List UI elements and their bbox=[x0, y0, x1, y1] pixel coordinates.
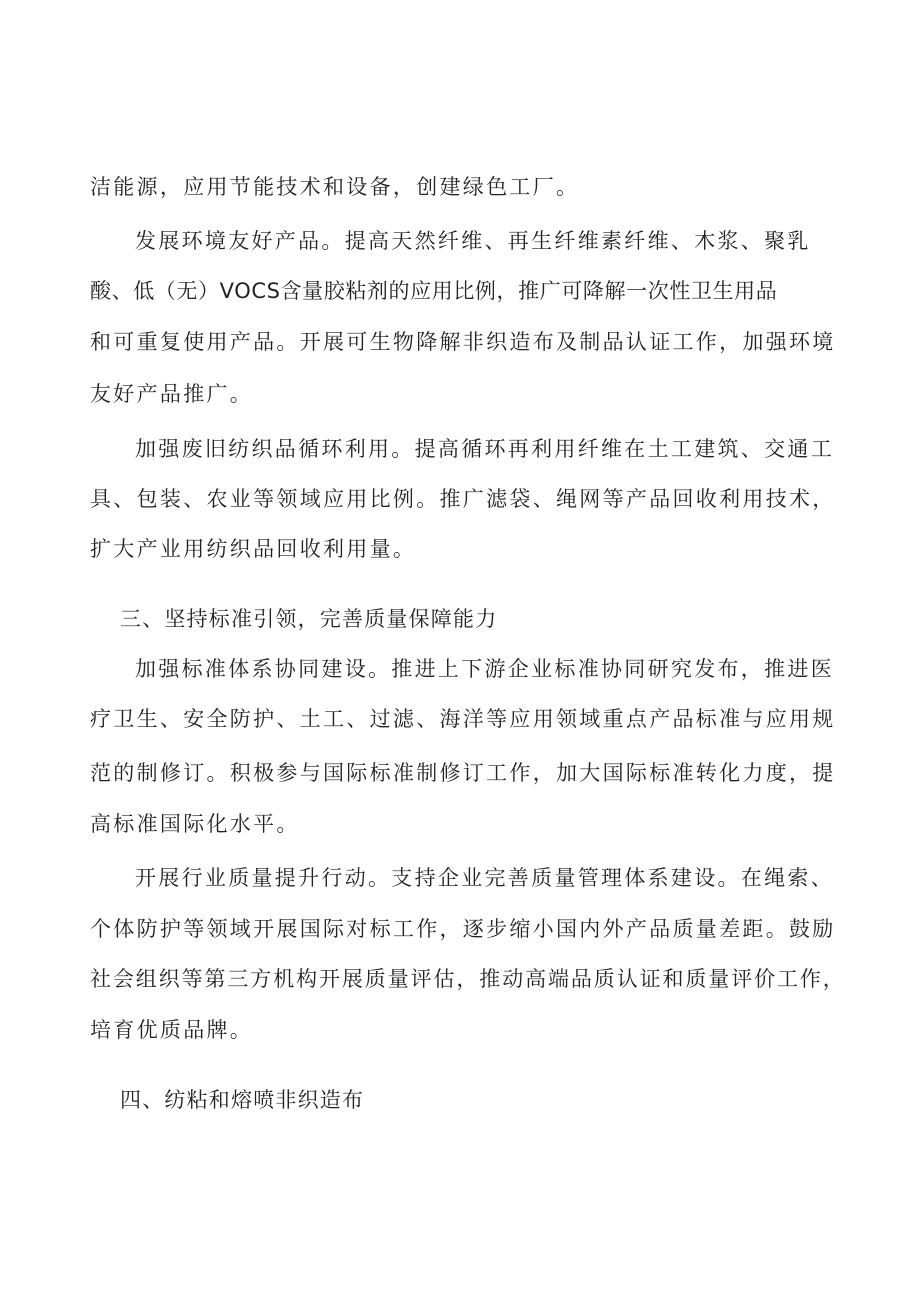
paragraph-line: 发展环境友好产品。提高天然纤维、再生纤维素纤维、木浆、聚乳 bbox=[135, 229, 811, 253]
section-heading: 四、纺粘和熔喷非织造布 bbox=[120, 1088, 365, 1112]
paragraph-line: 高标准国际化水平。 bbox=[90, 812, 300, 836]
paragraph-line: 友好产品推广。 bbox=[90, 382, 254, 406]
paragraph-line: 具、包装、农业等领域应用比例。推广滤袋、绳网等产品回收利用技术， bbox=[90, 487, 836, 511]
paragraph-line: 培育优质品牌。 bbox=[90, 1018, 254, 1042]
paragraph-line: 加强废旧纺织品循环利用。提高循环再利用纤维在土工建筑、交通工 bbox=[135, 437, 834, 461]
paragraph-line: 社会组织等第三方机构开展质量评估，推动高端品质认证和质量评价工作， bbox=[90, 967, 846, 991]
paragraph-line: 开展行业质量提升行动。支持企业完善质量管理体系建设。在绳索、 bbox=[135, 866, 834, 890]
paragraph-line: 范的制修订。积极参与国际标准制修订工作，加大国际标准转化力度，提 bbox=[90, 761, 836, 785]
paragraph-line: 加强标准体系协同建设。推进上下游企业标准协同研究发布，推进医 bbox=[135, 657, 834, 681]
paragraph-line: 疗卫生、安全防护、土工、过滤、海洋等应用领域重点产品标准与应用规 bbox=[90, 707, 836, 731]
paragraph-line: 和可重复使用产品。开展可生物降解非织造布及制品认证工作，加强环境 bbox=[90, 330, 836, 354]
paragraph-line: 扩大产业用纺织品回收利用量。 bbox=[90, 537, 417, 561]
section-heading: 三、坚持标准引领，完善质量保障能力 bbox=[120, 607, 498, 631]
paragraph-line: 酸、低（无）VOCS含量胶粘剂的应用比例，推广可降解一次性卫生用品 bbox=[90, 279, 778, 303]
paragraph-line: 洁能源，应用节能技术和设备，创建绿色工厂。 bbox=[90, 175, 580, 199]
paragraph-line: 个体防护等领域开展国际对标工作，逐步缩小国内外产品质量差距。鼓励 bbox=[90, 917, 836, 941]
